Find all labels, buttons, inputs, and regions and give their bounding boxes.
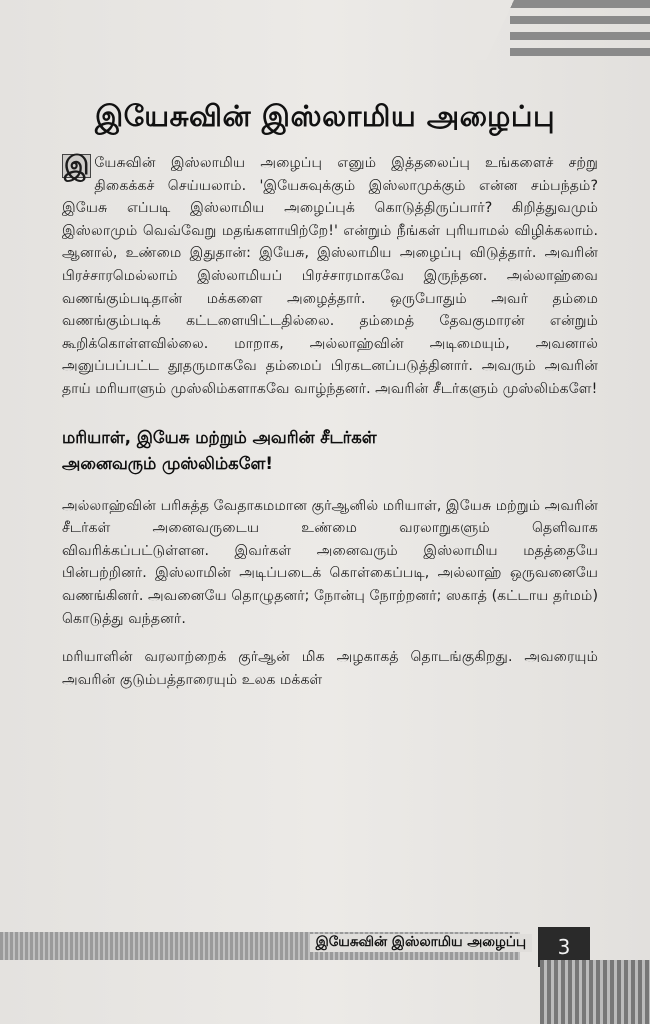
section-heading <box>62 425 598 477</box>
paragraph-1-text: யேசுவின் இஸ்லாமிய அழைப்பு எனும் இத்தலைப்பு உங்களைச் சற்று திகைக்கச் செய்யலாம். 'இயேசுவுக்கும் இஸ்லாமுக்கும் என்ன சம்பந்தம்? இயேசு எப்படி இஸ்லாமிய அழைப்புக் கொடுத்திருப்பார்? கிறித்துவமும் இஸ்லாமும் வெவ்வேறு மதங்களாயிற்றே!' என்றும் நீங்கள் புரியாமல் விழிக்கலாம். ஆனால், உண்மை இதுதான்: இயேசு, இஸ்லாமிய அழைப்பு விடுத்தார். அவரின் பிரச்சாரமெல்லாம் இஸ்லாமியப் பிரச்சாரமாகவே இருந்தன. அல்லாஹ்வை வணங்கும்படிதான் மக்களை அழைத்தார். ஒருபோதும் அவர் தம்மை வணங்கும்படிக் கட்டளையிட்டதில்லை. தம்மைத் தேவகுமாரன் என்றும் கூறிக்கொள்ளவில்லை. மாறாக, அல்லாஹ்வின் அடிமையும், அவனால் அனுப்பப்பட்ட தூதருமாகவே தம்மைப் பிரகடனப்படுத்தினார். அவரும் அவரின் தாய் மரியாளும் முஸ்லிம்களாகவே வாழ்ந்தனர். அவரின் சீடர்களும் முஸ்லிம்களே! <box>62 155 598 397</box>
section-heading-line-2: அனைவரும் முஸ்லிம்களே! <box>62 453 273 473</box>
footer-running-title: இயேசுவின் இஸ்லாமிய அழைப்பு <box>310 934 532 952</box>
page-body <box>62 152 598 707</box>
page-number: 3 <box>538 927 590 967</box>
drop-cap: இ <box>64 151 90 181</box>
bottom-decoration <box>540 960 650 1024</box>
section-heading-line-1: மரியாள், இயேசு மற்றும் அவரின் சீடர்கள் <box>62 427 377 447</box>
paragraph-1 <box>62 152 598 401</box>
paragraph-3: மரியாளின் வரலாற்றைக் குர்ஆன் மிக அழகாகத் தொடங்குகிறது. அவரையும் அவரின் குடும்பத்தாரையும் உலக மக்கள் <box>62 649 598 688</box>
top-decoration <box>510 0 650 60</box>
page-title: இயேசுவின் இஸ்லாமிய அழைப்பு <box>94 99 556 134</box>
paragraph-2: அல்லாஹ்வின் பரிசுத்த வேதாகமமான குர்ஆனில் மரியாள், இயேசு மற்றும் அவரின் சீடர்கள் அனைவருடைய உண்மை வரலாறுகளும் தெளிவாக விவரிக்கப்பட்டுள்ளன. இவர்கள் அனைவரும் இஸ்லாமிய மதத்தையே பின்பற்றினர். இஸ்லாமின் அடிப்படைக் கொள்கைப்படி, அல்லாஹ் ஒருவனையே வணங்கினர். அவனையே தொழுதனர்; நோன்பு நோற்றனர்; ஸகாத் (கட்டாய தர்மம்) கொடுத்து வந்தனர். <box>62 497 598 627</box>
